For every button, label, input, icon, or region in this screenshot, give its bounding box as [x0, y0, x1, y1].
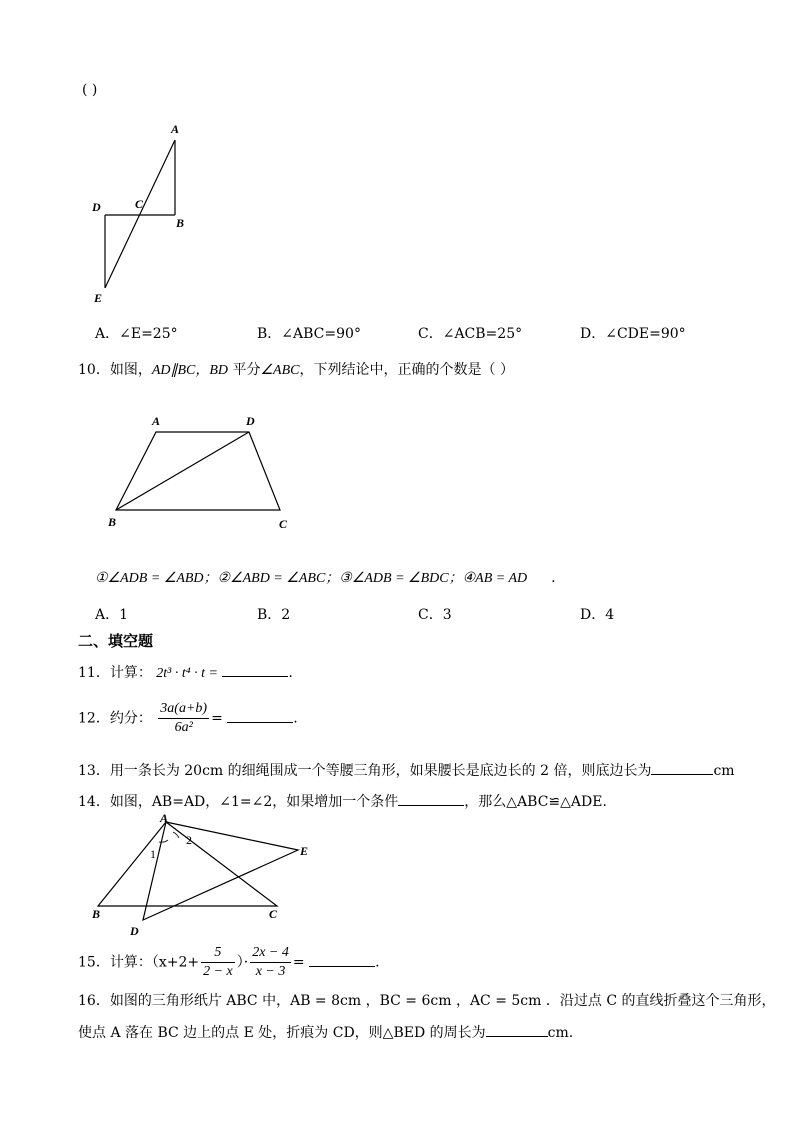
q14-figure: [88, 812, 328, 942]
q10-figure: [100, 405, 310, 530]
q15-fraction-1: $\frac{5}{2 - x}$: [203, 945, 233, 979]
q10-label-c: C: [279, 517, 288, 530]
q10-label-a: A: [152, 414, 161, 428]
q10-option-d[interactable]: D．4: [580, 607, 615, 623]
q9-option-c[interactable]: C．∠ACB=25°: [418, 326, 523, 342]
q14-label-e: E: [300, 844, 309, 858]
q9-label-c: C: [135, 197, 144, 211]
q14-answer-blank[interactable]: [398, 791, 464, 806]
q14-label-d: D: [130, 924, 139, 938]
q16-answer-blank[interactable]: [486, 1022, 548, 1037]
q10-label-b: B: [108, 515, 117, 529]
q12-fraction: $\frac{3a(a+b)}{\text{6a²}}$: [160, 701, 208, 735]
q15-fraction-2: $\frac{2x - 4}{x - 3}$: [252, 945, 289, 979]
q9-figure: [85, 118, 195, 308]
q13: 13．用一条长为 20cm 的细绳围成一个等腰三角形，如果腰长是底边长的 2 倍，则底边长为 cm: [78, 760, 735, 780]
q9-answer-paren: ( ): [82, 82, 98, 98]
q14-label-b: B: [92, 907, 101, 921]
q15-answer-blank[interactable]: [309, 952, 375, 967]
q15: 15．计算：（x+2+ $\frac{5}{2 - x}$ ）· $\frac{2x - 4}{x - 3}$ = .: [78, 945, 380, 979]
q9-option-a[interactable]: A．∠E=25°: [95, 326, 178, 342]
q10-option-a[interactable]: A．1: [95, 607, 129, 623]
q16-line-2: 使点 A 落在 BC 边上的点 E 处，折痕为 CD，则△BED 的周长为 cm.: [78, 1022, 573, 1042]
q11-answer-blank[interactable]: [222, 662, 288, 677]
q13-answer-blank[interactable]: [651, 760, 713, 775]
q10-stem: 10．如图，AD∥BC，BD 平分∠ABC，下列结论中，正确的个数是（ ）: [78, 362, 514, 378]
q14-label-2: 2: [186, 833, 192, 847]
q16-line-1: 16．如图的三角形纸片 ABC 中，AB = 8cm ，BC = 6cm ，AC = 5cm ．沿过点 C 的直线折叠这个三角形，: [78, 993, 776, 1009]
q9-label-d: D: [92, 200, 101, 214]
q12: 12．约分： $\frac{3a(a+b)}{\text{6a²}}$ = .: [78, 701, 298, 735]
q10-label-d: D: [246, 414, 255, 428]
q9-option-d[interactable]: D．∠CDE=90°: [580, 326, 686, 342]
q14: 14．如图，AB=AD，∠1=∠2，如果增加一个条件 ，那么△ABC≌△ADE.: [78, 791, 607, 811]
q9-label-a: A: [171, 122, 180, 136]
q10-option-b[interactable]: B．2: [257, 607, 291, 623]
section-heading: 二、填空题: [78, 632, 154, 650]
q14-label-c: C: [269, 907, 278, 921]
q9-label-e: E: [94, 291, 103, 305]
q10-option-c[interactable]: C．3: [418, 607, 452, 623]
q9-label-b: B: [176, 216, 185, 230]
q10-statements: ①∠ADB = ∠ABD；②∠ABD = ∠ABC；③∠ADB = ∠BDC；④AB = AD .: [95, 570, 556, 586]
q9-option-b[interactable]: B．∠ABC=90°: [257, 326, 361, 342]
q11: 11．计算： 2t³ · t⁴ · t = .: [78, 662, 293, 682]
q12-answer-blank[interactable]: [227, 708, 293, 723]
q14-label-1: 1: [150, 847, 156, 861]
q14-label-a: A: [160, 812, 169, 825]
